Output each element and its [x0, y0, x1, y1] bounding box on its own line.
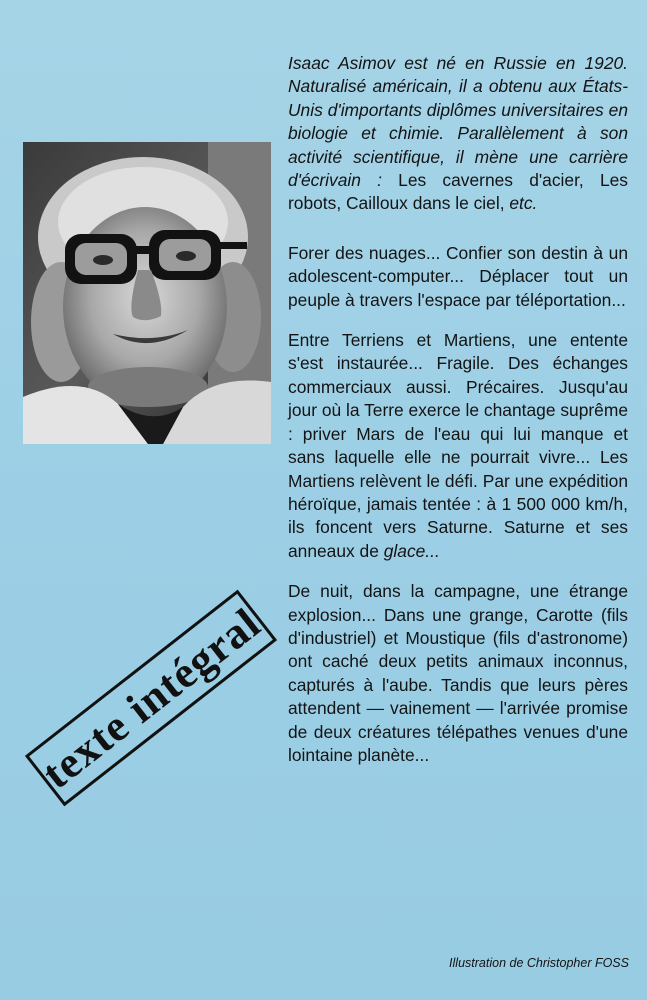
blurb-paragraph-2-main: Entre Terriens et Martiens, une entente s'est instaurée... Fragile. Des échanges commerciaux aussi. Précaires. Jusqu'au jour où la Terre exerce le chantage suprême : priver Mars de l'eau qui lui manque et sans laquelle elle ne pourrait vivre... Les Martiens relèvent le défi. Par une expédition héroïque, jamais tentée : à 1 500 000 km/h, ils foncent vers Saturne. Saturne et ses anneaux de — [288, 330, 628, 561]
bio-works: Les cavernes d'acier, Les robots, Cailloux dans le ciel, — [288, 170, 628, 214]
author-bio — [288, 52, 628, 216]
blurb-paragraph-2 — [288, 329, 628, 563]
blurb-paragraph-1: Forer des nuages... Confier son destin à un adolescent-computer... Déplacer tout un peuple à travers l'espace par téléportation... — [288, 242, 628, 310]
author-photo — [23, 142, 271, 444]
blurb-paragraph-3: De nuit, dans la campagne, une étrange explosion... Dans une grange, Carotte (fils d'industriel) et Moustique (fils d'astronome) ont caché deux petits animaux inconnus, capturés à l'aube. Tandis que leurs pères attendent — vainement — l'arrivée promise de deux créatures télépathes venues d'une lointaine planète... — [288, 581, 628, 765]
bio-italic-text: Isaac Asimov est né en Russie en 1920. Naturalisé américain, il a obtenu aux États-Unis d'importants diplômes universitaires en biologie et chimie. Parallèlement à son activité scientifique, il mène une carrière d'écrivain : — [288, 53, 628, 191]
illustration-credit: Illustration de Christopher FOSS — [449, 956, 629, 970]
blurb-paragraph-2-italic: glace... — [383, 540, 440, 561]
bio-etc: etc. — [509, 193, 538, 214]
texte-integral-stamp — [25, 590, 277, 807]
text-column — [288, 52, 628, 784]
stamp-label: texte intégral — [32, 598, 270, 798]
